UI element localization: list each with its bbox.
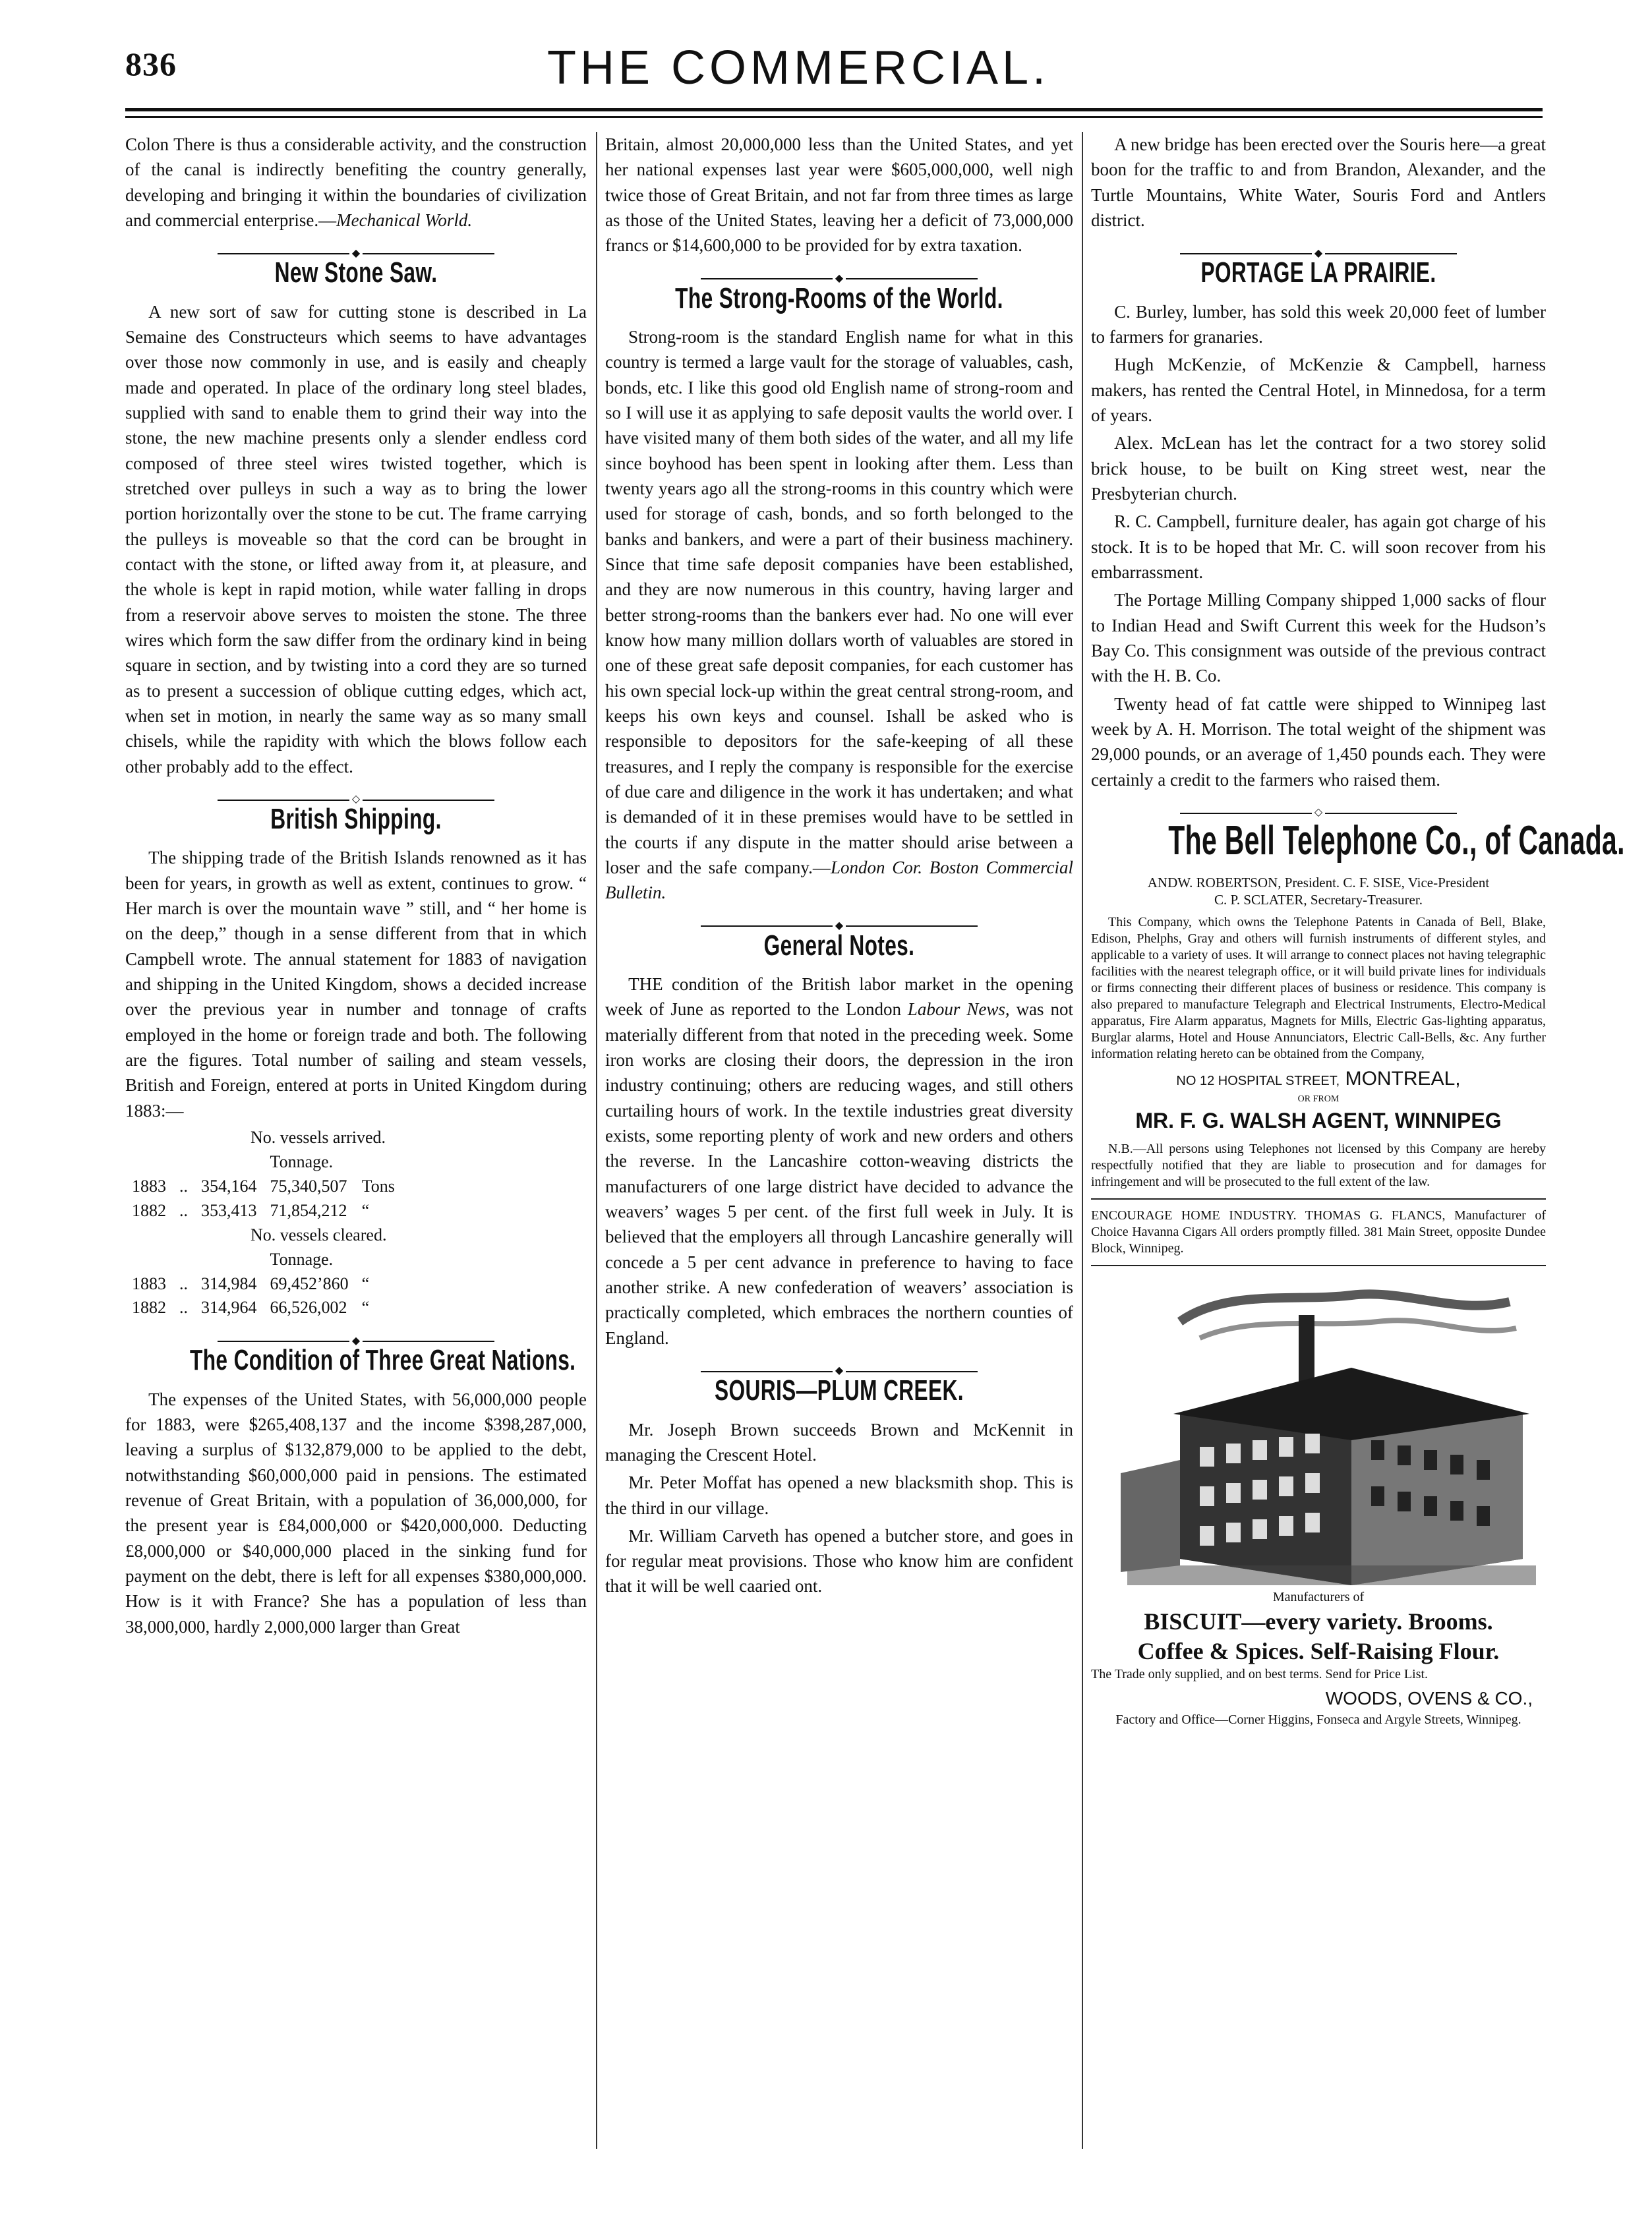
- column-2: [605, 132, 1073, 2162]
- table-header-row: [125, 1248, 401, 1272]
- bell-or-from: OR FROM: [1297, 1094, 1340, 1105]
- tonnage-header: Tonnage.: [270, 1249, 334, 1269]
- portage-paragraph: C. Burley, lumber, has sold this week 20,000 feet of lumber to farmers for granaries.: [1091, 301, 1546, 347]
- section-ornament: ◆: [605, 1357, 1073, 1365]
- table-header-row: [125, 1150, 401, 1175]
- general-notes-text-b: was not materially different from that noted in the preceding week. Some iron works are closing their doors, the depression in the iron industry continuing; others are reducing wages, and still others curtailing hours of work. In the textile industries great diversity exists, some reporting plenty of work and new orders and others the reverse. In the Lancashire cotton-weaving districts the manufacturers of one large district have decided to advance the weavers’ wages 5 per cent. of the first full week in July. It is believed that the employers all through Lancashire generally will concede a 5 per cent advance in preference to having to face another strike. A new confederation of weavers’ association is practically completed, which embraces the northern counties of England.: [605, 999, 1073, 1348]
- section-ornament: ◆: [605, 912, 1073, 920]
- row-vessels: 354,164: [201, 1176, 257, 1196]
- woods-line-1: BISCUIT—every variety. Brooms.: [1144, 1608, 1493, 1635]
- three-nations-continuation: Britain, almost 20,000,000 less than the United States, and yet her national expenses last year were $605,000,000, well nigh twice those of Great Britain, and not far from three times as large as those of the United States, leaving her a deficit of 73,000,000 francs or $14,600,000 to be provided for by extra taxation.: [605, 134, 1073, 256]
- bell-address: [1091, 1065, 1546, 1094]
- intro-text: Colon There is thus a considerable activity, and the construction of the canal is indirectly benefiting the country generally, developing and bringing it within the boundaries of civilization and commercial enterprise.—: [125, 134, 587, 230]
- portage-paragraph: Alex. McLean has let the contract for a two storey solid brick house, to be built on King street west, near the Presbyterian church.: [1091, 433, 1546, 504]
- bell-telephone-ad: [1091, 812, 1625, 1190]
- cigars-ad: ENCOURAGE HOME INDUSTRY. THOMAS G. FLANCS, Manufacturer of Choice Havanna Cigars All orders promptly filled. 381 Main Street, opposite Dundee Block, Winnipeg.: [1091, 1208, 1546, 1256]
- row-year: 1883: [132, 1176, 166, 1196]
- bridge-paragraph: A new bridge has been erected over the Souris here—a great boon for the traffic to and from Brandon, Alexander, and the Turtle Mountains, White Water, Souris Ford and Antlers district.: [1091, 134, 1546, 230]
- row-tonnage: 71,854,212: [270, 1200, 347, 1220]
- table-row: [125, 1199, 401, 1223]
- portage-paragraph: R. C. Campbell, furniture dealer, has again got charge of his stock. It is to be hoped that Mr. C. will soon recover from his embarrassment.: [1091, 511, 1546, 583]
- general-notes-publication: Labour News,: [907, 999, 1010, 1020]
- table-caption-row: [125, 1223, 401, 1248]
- bell-notice: N.B.—All persons using Telephones not licensed by this Company are hereby respectfully notified that they are liable to prosecution and for damages for infringement and will be prosecuted to the full extent of the law.: [1091, 1142, 1546, 1190]
- general-notes-text-a: condition of the British labor market in the opening week of June as reported to the London: [605, 974, 1073, 1020]
- row-tonnage: 69,452’860: [270, 1273, 349, 1293]
- shipping-table: [125, 1126, 401, 1320]
- strong-rooms-body: Strong-room is the standard English name for what in this country is termed a large vault for the storage of valuables, cash, bonds, etc. I like this good old English name of strong-room and so I will use it as applying to safe deposit vaults the world over. I have visited many of them both sides of the water, and all my life since boyhood has been spent in looking after them. Less than twenty years ago all the strong-rooms in this country which were used for storage of cash, bonds, and so forth belonged to the banks and bankers, and were a part of their business machinery. Since that time safe deposit companies have been established, and they are now numerous in this country, having larger and better strong-rooms than the bankers ever had. No one will ever know how many million dollars worth of valuables are stored in one of these great safe deposit companies, for each customer has his own special lock-up within the great central strong-room, and keeps his own keys and counsel. Ishall be asked who is responsible to depositors for the safe-keeping of all these treasures, and I reply the company is responsible for the exercise of due care and diligence in the work it has undertaken; and what is demanded of it in these premises would have to be settled in the courts if any dispute in the matter should arise between a loser and the safe company.—: [605, 327, 1073, 877]
- masthead-title: THE COMMERCIAL.: [547, 42, 1050, 94]
- table-caption-row: [125, 1126, 401, 1150]
- bell-agent: MR. F. G. WALSH AGENT, WINNIPEG: [1135, 1109, 1502, 1133]
- divider: [1091, 1265, 1546, 1266]
- heading-strong-rooms: The Strong-Rooms of the World.: [675, 281, 1003, 314]
- stone-saw-body: A new sort of saw for cutting stone is described in La Semaine des Constructeurs which seems to have advantages over those now commonly in use, and is easily and cheaply made and operated. In place of the ordinary long steel blades, supplied with sand to enable them to grind their way into the stone, the new machine presents only a slender endless cord composed of three steel wires twisted together, which is stretched over pulleys in such a way as to bring the lower portion horizontally over the stone to be cut. The frame carrying the pulleys is moveable so that the cord can be brought in contact with the stone, or lifted away from it, at pleasure, and the whole is kept in rapid motion, while water falling in drops from a reservoir above serves to moisten the stone. The three wires which form the saw differ from the ordinary kind in being square in section, and by twisting into a cord they are so turned as to present a succession of oblique cutting edges, which act, when set in motion, in nearly the same way as so many small chisels, while the rapidity with which the blows follow each other probably add to the effect.: [125, 301, 587, 776]
- page-number: 836: [125, 45, 177, 82]
- souris-paragraph: Mr. William Carveth has opened a butcher store, and goes in for regular meat provisions. Those who know him are confident that it will be well caaried ont.: [605, 1525, 1073, 1596]
- bell-body: This Company, which owns the Telephone Patents in Canada of Bell, Blake, Edison, Phelphs, Gray and others will furnish instruments of different styles, and applicable to a variety of uses. It will arrange to connect places not having telegraphic facilities with the nearest telegraph office, or it will build private lines for individuals or firms connecting their different places of business or residence. This company is also prepared to manufacture Telegraph and Electrical Instruments, Electro-Medical apparatus, Fire Alarm apparatus, Magnets for Mills, Electric Gas-lighting apparatus, Burglar alarms, Hotel and House Annunciators, Electric Call-Bells, &c. Any further information relating hereto can be obtained from the Company,: [1091, 914, 1546, 1061]
- row-year: 1882: [132, 1200, 166, 1220]
- table-row: [125, 1272, 401, 1297]
- row-vessels: 314,984: [201, 1273, 257, 1293]
- heading-british-shipping: British Shipping.: [270, 803, 442, 836]
- intro-paragraph: [125, 132, 587, 233]
- column-divider: [1082, 132, 1083, 2149]
- row-dots: ..: [179, 1176, 188, 1196]
- heading-general-notes: General Notes.: [763, 929, 915, 962]
- souris-paragraph: Mr. Joseph Brown succeeds Brown and McKennit in managing the Crescent Hotel.: [605, 1419, 1073, 1465]
- row-vessels: 353,413: [201, 1200, 257, 1220]
- column-divider: [596, 132, 597, 2149]
- row-unit: Tons: [361, 1176, 395, 1196]
- portage-paragraph: The Portage Milling Company shipped 1,000 sacks of flour to Indian Head and Swift Current this week for the Hudson’s Bay Co. This consignment was outside of the previous contract with the H. B. Co.: [1091, 590, 1546, 686]
- heading-souris: SOURIS—PLUM CREEK.: [715, 1374, 964, 1407]
- strong-rooms-paragraph: [605, 324, 1073, 906]
- general-notes-lead: THE: [628, 974, 663, 995]
- row-dots: ..: [179, 1298, 188, 1318]
- row-unit: “: [361, 1200, 370, 1220]
- row-unit: “: [361, 1273, 370, 1293]
- masthead-rule-thin: [125, 116, 1543, 118]
- column-3: [1091, 132, 1625, 2162]
- heading-new-stone-saw: New Stone Saw.: [274, 256, 438, 289]
- portage-paragraph: Hugh McKenzie, of McKenzie & Campbell, harness makers, has rented the Central Hotel, in Minnedosa, for a term of years.: [1091, 355, 1546, 426]
- row-unit: “: [361, 1298, 370, 1318]
- souris-paragraph: Mr. Peter Moffat has opened a new blacksmith shop. This is the third in our village.: [605, 1473, 1073, 1518]
- strong-rooms-source: London Cor. Boston Commercial Bulletin.: [605, 858, 1073, 903]
- row-vessels: 314,964: [201, 1298, 257, 1318]
- three-nations-body: The expenses of the United States, with 56,000,000 people for 1883, were $265,408,137 and the income $398,287,000, leaving a surplus of $132,879,000 to be applied to the debt, notwithstanding $60,000,000 paid in pensions. The estimated revenue of Great Britain, with a population of 36,000,000, for the present year is £84,000,000 or $420,000,000. Deducting £8,000,000 or $40,000,000 placed in the sinking fund for payment on the debt, there is left for all expenses $380,000,000. How is it with France? She has a population of less than 38,000,000, hardly 2,000,000 larger than Great: [125, 1389, 587, 1637]
- woods-name: WOODS, OVENS & CO.,: [1325, 1687, 1533, 1708]
- caption-arrived: No. vessels arrived.: [251, 1128, 386, 1148]
- section-ornament: ◆: [125, 239, 587, 247]
- factory-engraving-icon: [1101, 1275, 1536, 1585]
- bell-heading: The Bell Telephone Co., of Canada.: [1168, 818, 1625, 864]
- woods-trade: The Trade only supplied, and on best terms. Send for Price List.: [1091, 1666, 1429, 1681]
- row-dots: ..: [179, 1200, 188, 1220]
- section-ornament: ◆: [1091, 239, 1546, 247]
- bell-street: NO 12 HOSPITAL STREET,: [1176, 1073, 1340, 1088]
- section-ornament: ◇: [125, 786, 587, 794]
- row-year: 1882: [132, 1298, 166, 1318]
- woods-manufacturers: Manufacturers of: [1272, 1590, 1365, 1605]
- bell-officers-line: C. P. SCLATER, Secretary-Treasurer.: [1214, 892, 1423, 908]
- heading-three-nations: The Condition of Three Great Nations.: [190, 1344, 576, 1377]
- bell-city: MONTREAL,: [1345, 1067, 1461, 1090]
- woods-address: Factory and Office—Corner Higgins, Fonseca and Argyle Streets, Winnipeg.: [1115, 1712, 1521, 1727]
- row-year: 1883: [132, 1273, 166, 1293]
- section-ornament: ◆: [125, 1327, 587, 1335]
- row-tonnage: 75,340,507: [270, 1176, 347, 1196]
- section-ornament: ◇: [1091, 799, 1546, 807]
- table-row: [125, 1296, 401, 1320]
- divider: [1091, 1198, 1546, 1200]
- table-row: [125, 1175, 401, 1199]
- section-ornament: ◆: [605, 265, 1073, 273]
- caption-cleared: No. vessels cleared.: [251, 1225, 387, 1244]
- column-1: [125, 132, 587, 2162]
- woods-line-2: Coffee & Spices. Self-Raising Flour.: [1137, 1637, 1500, 1664]
- bell-officers-line: ANDW. ROBERTSON, President. C. F. SISE, Vice-President: [1147, 875, 1490, 891]
- masthead-rule: [125, 108, 1543, 111]
- row-dots: ..: [179, 1273, 188, 1293]
- heading-portage: PORTAGE LA PRAIRIE.: [1200, 256, 1436, 289]
- intro-source: Mechanical World.: [336, 210, 473, 230]
- tonnage-header: Tonnage.: [270, 1152, 334, 1171]
- portage-paragraph: Twenty head of fat cattle were shipped to Winnipeg last week by A. H. Morrison. The total weight of the shipment was 29,000 pounds, or an average of 1,450 pounds each. They were certainly a credit to the farmers who raised them.: [1091, 693, 1546, 790]
- british-shipping-body: The shipping trade of the British Islands renowned as it has been for years, in growth as well as extent, continues to grow. “ Her march is over the mountain wave ” still, and “ her home is on the deep,” though in a sense different from that in which Campbell wrote. The annual statement for 1883 of navigation and shipping in the United Kingdom, shows a decided increase over the previous year in number and tonnage of crafts employed in the home or foreign trade and both. The following are the figures. Total number of sailing and steam vessels, British and Foreign, entered at ports in United Kingdom during 1883:—: [125, 848, 587, 1121]
- general-notes-paragraph: [605, 972, 1073, 1351]
- woods-ovens-ad: [1091, 1275, 1546, 1728]
- bell-officers: [1091, 874, 1546, 909]
- row-tonnage: 66,526,002: [270, 1298, 347, 1318]
